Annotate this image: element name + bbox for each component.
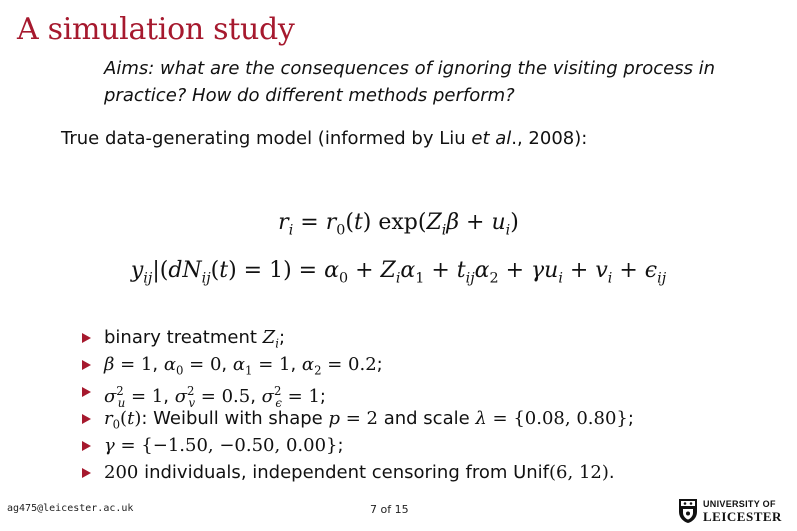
logo-line2: LEICESTER bbox=[703, 509, 782, 524]
bullet-triangle-icon bbox=[82, 360, 91, 370]
model-intro bbox=[61, 128, 587, 149]
bullet-triangle-icon bbox=[82, 333, 91, 343]
bullet-triangle-icon bbox=[82, 441, 91, 451]
parameter-list bbox=[78, 324, 634, 486]
list-item: γ = {−1.50, −0.50, 0.00}; bbox=[78, 432, 634, 459]
list-item: $\sigma^2_u = 1$, $\sigma^2_v = 0.5$, $\sigma^2_\epsilon = 1$; bbox=[78, 378, 634, 405]
model-intro-pre: True data-generating model (informed by Liu bbox=[61, 128, 472, 149]
page-number: 7 of 15 bbox=[370, 503, 409, 516]
list-item: $r_0(t)$: Weibull with shape p = 2 and scale λ = {0.08, 0.80}; bbox=[78, 405, 634, 432]
university-logo bbox=[678, 497, 794, 527]
logo-line1: UNIVERSITY OF bbox=[703, 499, 776, 509]
list-item: β = 1, $\alpha_0 = 0$, $\alpha_1 = 1$, $\alpha_2 = 0.2$; bbox=[78, 351, 634, 378]
model-intro-post: ., 2008): bbox=[511, 128, 588, 149]
equation-outcome-model: $y_{ij}|(dN_{ij}(t) = 1) = \alpha_0 + Z_i\alpha_1 + t_{ij}\alpha_2 + \gamma u_i + v_i + \epsilon_{ij}$ bbox=[130, 258, 667, 287]
list-item: 200 individuals, independent censoring from Unif(6, 12). bbox=[78, 459, 634, 486]
slide-title: A simulation study bbox=[17, 12, 295, 47]
bullet-triangle-icon bbox=[82, 414, 91, 424]
bullet-triangle-icon bbox=[82, 468, 91, 478]
model-intro-etal: et al bbox=[471, 128, 512, 149]
equation-random-effect: $r_i = r_0(t) \exp(Z_i\beta + u_i)$ bbox=[278, 210, 519, 239]
footer-email: ag475@leicester.ac.uk bbox=[7, 503, 134, 514]
crest-icon bbox=[678, 498, 698, 524]
aims-text: Aims: what are the consequences of ignoring the visiting process in practice? How do different methods perform? bbox=[104, 58, 716, 106]
bullet-triangle-icon bbox=[82, 387, 91, 397]
list-item: binary treatment $Z_i$; bbox=[78, 324, 634, 351]
